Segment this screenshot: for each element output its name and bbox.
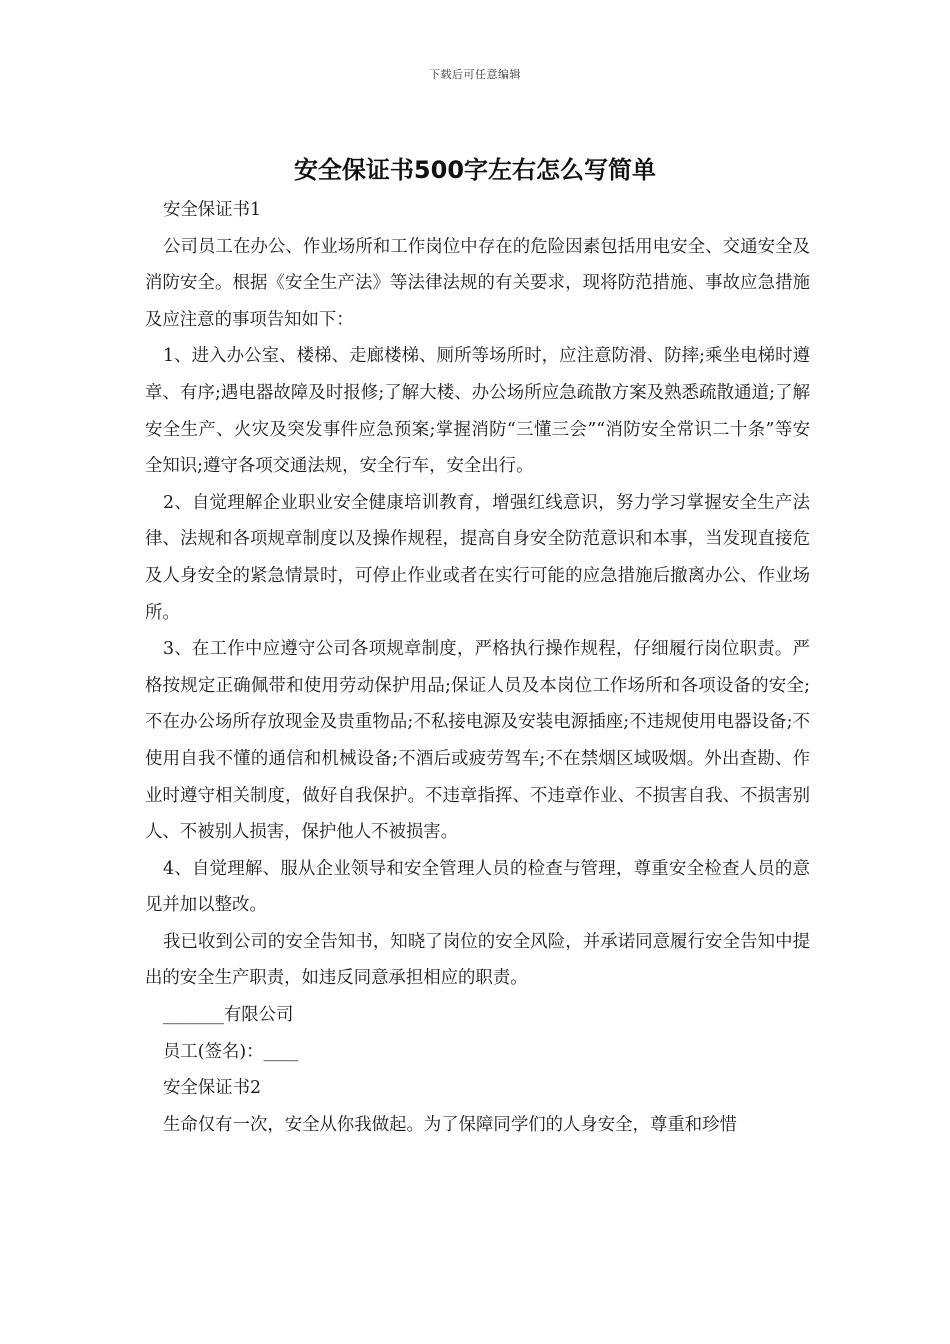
paragraph-item-2: 2、自觉理解企业职业安全健康培训教育，增强红线意识，努力学习掌握安全生产法律、法规和各项规章制度以及操作规程，提高自身安全防范意识和本事，当发现直接危及人身安全的紧急情景时，可停止作业或者在实行可能的应急措施后撤离办公、作业场所。 (145, 492, 810, 623)
paragraph-item-3: 3、在工作中应遵守公司各项规章制度，严格执行操作规程，仔细履行岗位职责。严格按规定正确佩带和使用劳动保护用品;保证人员及本岗位工作场所和各项设备的安全;不在办公场所存放现金及贵重物品;不私接电源及安装电源插座;不违规使用电器设备;不使用自我不懂的通信和机械设备;不酒后或疲劳驾车;不在禁烟区域吸烟。外出查勘、作业时遵守相关制度，做好自我保护。不违章指挥、不违章作业、不损害自我、不损害别人、不被别人损害，保护他人不被损害。 (145, 639, 810, 843)
document-body (145, 192, 810, 1143)
company-line: _______有限公司 (163, 1005, 294, 1026)
signature-line: 员工(签名)：____ (163, 1041, 299, 1062)
document-title: 安全保证书500字左右怎么写简单 (293, 156, 657, 184)
section-heading-2: 安全保证书2 (163, 1078, 262, 1099)
section-heading-1: 安全保证书1 (163, 200, 262, 220)
paragraph-item-1: 1、进入办公室、楼梯、走廊楼梯、厕所等场所时，应注意防滑、防摔;乘坐电梯时遵章、有序;遇电器故障及时报修;了解大楼、办公场所应急疏散方案及熟悉疏散通道;了解安全生产、火灾及突发事件应急预案;掌握消防“三懂三会”“消防安全常识二十条”等安全知识;遵守各项交通法规，安全行车，安全出行。 (145, 346, 810, 477)
header-note: 下载后可任意编辑 (429, 68, 521, 81)
paragraph-section-2-intro: 生命仅有一次，安全从你我做起。为了保障同学们的人身安全，尊重和珍惜 (163, 1114, 737, 1135)
paragraph-intro: 公司员工在办公、作业场所和工作岗位中存在的危险因素包括用电安全、交通安全及消防安全。根据《安全生产法》等法律法规的有关要求，现将防范措施、事故应急措施及应注意的事项告知如下： (145, 236, 810, 330)
paragraph-commitment: 我已收到公司的安全告知书，知晓了岗位的安全风险，并承诺同意履行安全告知中提出的安全生产职责，如违反同意承担相应的职责。 (145, 931, 810, 989)
paragraph-item-4: 4、自觉理解、服从企业领导和安全管理人员的检查与管理，尊重安全检查人员的意见并加以整改。 (145, 858, 810, 916)
